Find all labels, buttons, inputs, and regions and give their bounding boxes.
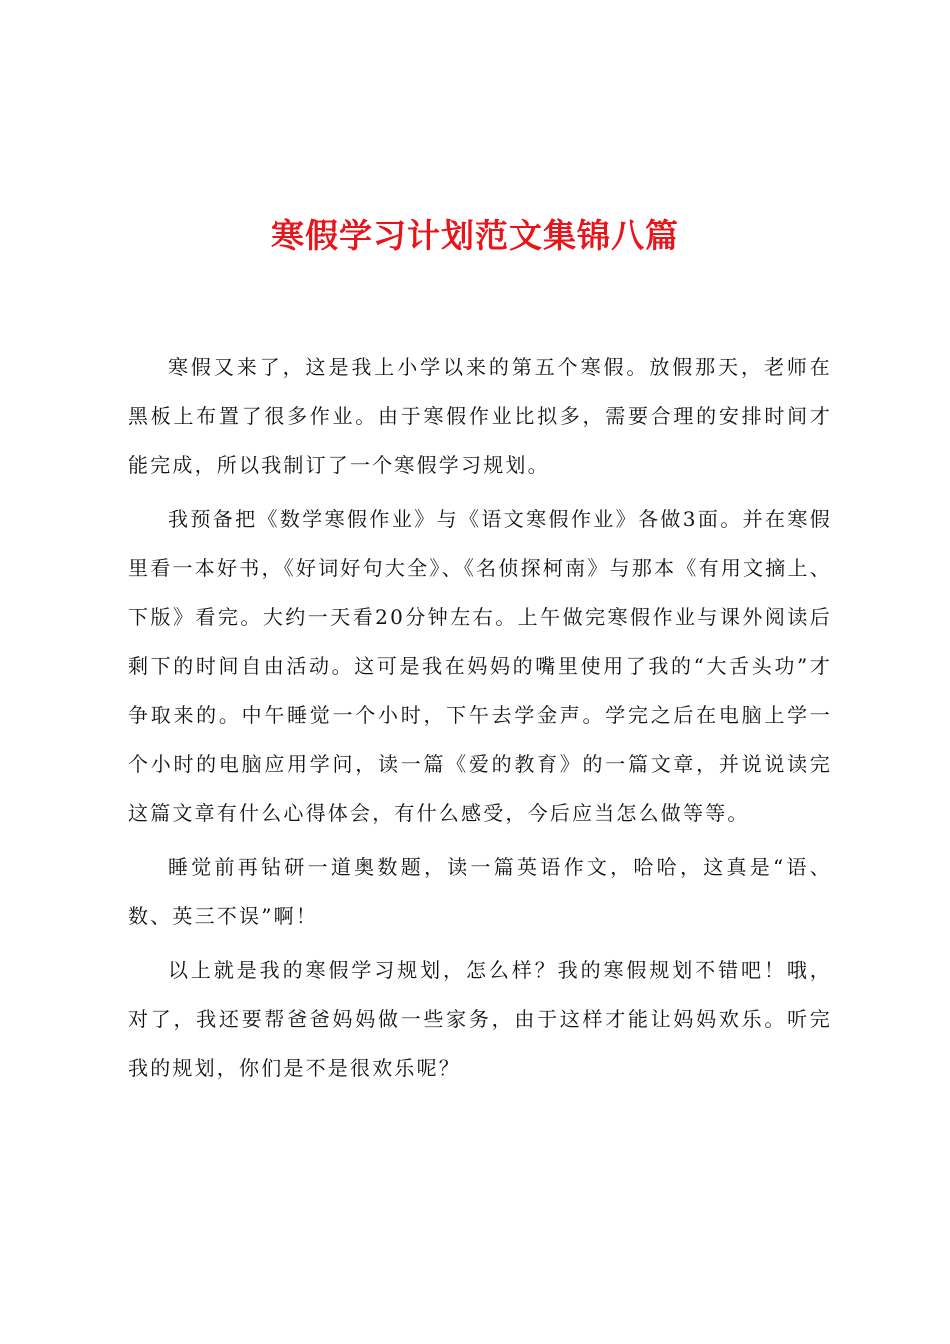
- document-title: 寒假学习计划范文集锦八篇: [271, 216, 679, 255]
- paragraph-3: 睡觉前再钻研一道奥数题，读一篇英语作文，哈哈，这真是“语、数、英三不误”啊！: [128, 855, 832, 928]
- document-body: [128, 343, 832, 1098]
- paragraph-2: 我预备把《数学寒假作业》与《语文寒假作业》各做3面。并在寒假里看一本好书，《好词好句大全》、《名侦探柯南》与那本《有用文摘上、下版》看完。大约一天看20分钟左右。上午做完寒假作业与课外阅读后剩下的时间自由活动。这可是我在妈妈的嘴里使用了我的“大舌头功”才争取来的。中午睡觉一个小时，下午去学金声。学完之后在电脑上学一个小时的电脑应用学问，读一篇《爱的教育》的一篇文章，并说说读完这篇文章有什么心得体会，有什么感受，今后应当怎么做等等。: [128, 507, 832, 825]
- paragraph-4: 以上就是我的寒假学习规划，怎么样？我的寒假规划不错吧！哦，对了，我还要帮爸爸妈妈做一些家务，由于这样才能让妈妈欢乐。听完我的规划，你们是不是很欢乐呢？: [128, 958, 832, 1080]
- paragraph-1: 寒假又来了，这是我上小学以来的第五个寒假。放假那天，老师在黑板上布置了很多作业。由于寒假作业比拟多，需要合理的安排时间才能完成，所以我制订了一个寒假学习规划。: [128, 355, 832, 477]
